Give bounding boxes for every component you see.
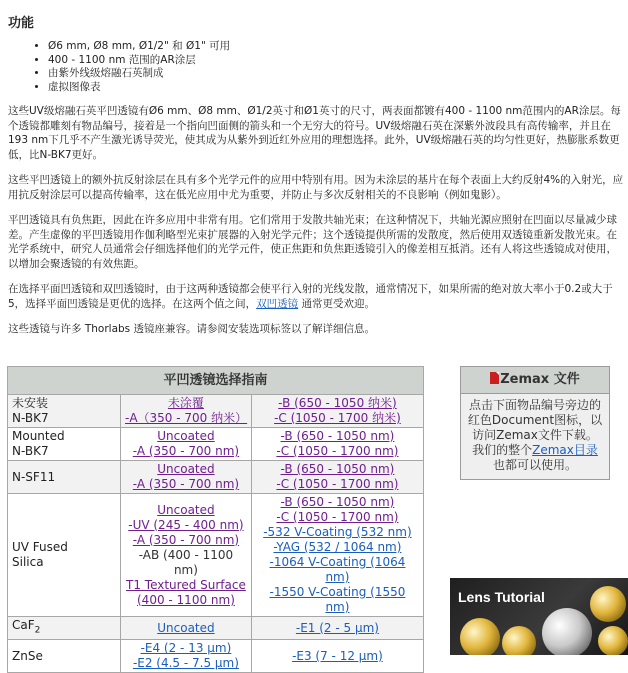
guide-col1 [121, 617, 252, 640]
guide-row [8, 395, 424, 428]
lens-image [460, 618, 500, 655]
guide-link[interactable]: -B (650 - 1050 nm) [280, 429, 395, 443]
guide-link[interactable]: -C (1050 - 1700 nm) [276, 477, 399, 491]
guide-col2 [251, 494, 423, 617]
guide-material: N-SF11 [8, 461, 121, 494]
guide-link[interactable]: -A（350 - 700 纳米） [125, 411, 248, 425]
guide-link[interactable]: -1550 V-Coating (1550 nm) [269, 585, 406, 614]
lens-image [542, 608, 592, 655]
guide-link[interactable]: -C (1050 - 1700 nm) [276, 510, 399, 524]
guide-link[interactable]: -E3 (7 - 12 μm) [292, 648, 383, 663]
guide-link[interactable]: -E1 (2 - 5 μm) [295, 620, 379, 635]
guide-link[interactable]: -E2 (4.5 - 7.5 μm) [132, 656, 239, 671]
guide-col1 [121, 640, 252, 673]
guide-material: ZnSe [8, 640, 121, 673]
guide-link[interactable]: Uncoated [157, 502, 215, 517]
lens-tutorial-banner[interactable] [450, 578, 628, 655]
paragraph-coating: 这些平凹透镜上的额外抗反射涂层在具有多个光学元件的应用中特别有用。因为未涂层的基片在每个表面上大约反射4%的入射光，应用抗反射涂层可以提高传输率，这在低光应用中尤为重要，并防止与多次反射相关的不良影响（例如鬼影）。 [8, 174, 624, 201]
zemax-catalog-link[interactable]: Zemax目录 [532, 443, 598, 457]
paragraph-mounts: 这些透镜与许多 Thorlabs 透镜座兼容。请参阅安装选项标签以了解详细信息。 [8, 323, 375, 335]
features-title: 功能 [8, 16, 35, 31]
paragraph-selection: 在选择平面凹透镜和双凹透镜时，由于这两种透镜都会使平行入射的光线发散，通常情况下，如果所需的绝对放大率小于0.2或大于5，选择平面凹透镜是更优的选择。在这两个值之间，双凹透镜 通常更受欢迎。 [8, 283, 613, 310]
guide-col1 [121, 395, 252, 428]
guide-link[interactable]: -C (1050 - 1700 纳米) [274, 411, 401, 425]
document-icon [490, 372, 499, 384]
guide-link[interactable]: -532 V-Coating (532 nm) [263, 525, 412, 539]
guide-col2 [251, 428, 423, 461]
feature-item: • Ø6 mm, Ø8 mm, Ø1/2" 和 Ø1" 可用 [48, 40, 624, 54]
lens-image [590, 586, 626, 622]
lens-tutorial-label: Lens Tutorial [458, 589, 545, 605]
page [8, 0, 624, 348]
guide-link[interactable]: -B (650 - 1050 nm) [280, 462, 395, 476]
guide-row [8, 461, 424, 494]
paragraph-negative-focal: 平凹透镜具有负焦距，因此在许多应用中非常有用。它们常用于发散共轴光束；在这种情况下，共轴光源应照射在凹面以尽量减少球差。产生虚像的平凹透镜用作伽利略型光束扩展器的入射光学元件；这个透镜提供所需的发散度，然后使用双透镜重新发散光束。在光学系统中，研究人员通常会仔细选择他们的光学元件，使正焦距和负焦距透镜引入的像差相互抵消。还有人将这些透镜成对使用，以增加会聚透镜的有效焦距。 [8, 214, 617, 270]
guide-link[interactable]: -1064 V-Coating (1064 nm) [269, 555, 406, 584]
guide-row [8, 640, 424, 673]
guide-material: 未安装 N-BK7 [8, 395, 121, 428]
guide-link[interactable]: -E4 (2 - 13 μm) [140, 641, 232, 656]
zemax-body: 点击下面物品编号旁边的红色Document图标，以访问Zemax文件下载。我们的整个Zemax目录也都可以使用。 [467, 398, 603, 472]
guide-link: -AB (400 - 1100 nm) [138, 547, 234, 577]
lens-image [502, 626, 536, 655]
guide-link[interactable]: -C (1050 - 1700 nm) [276, 444, 399, 458]
zemax-panel [460, 366, 610, 480]
guide-link[interactable]: -UV (245 - 400 nm) [128, 517, 244, 532]
guide-link[interactable]: 未涂覆 [167, 396, 204, 410]
guide-link[interactable]: -YAG (532 / 1064 nm) [273, 540, 402, 554]
guide-link[interactable]: -A (350 - 700 nm) [132, 477, 240, 491]
selection-guide-title: 平凹透镜选择指南 [8, 367, 424, 395]
zemax-header: Zemax 文件 [461, 367, 609, 394]
guide-link[interactable]: -B (650 - 1050 纳米) [278, 396, 397, 410]
guide-col2 [251, 461, 423, 494]
guide-col1 [121, 461, 252, 494]
paragraph-intro: 这些UV级熔融石英平凹透镜有Ø6 mm、Ø8 mm、Ø1/2英寸和Ø1英寸的尺寸，两表面都镀有400 - 1100 nm范围内的AR涂层。每个透镜都雕刻有物品编号，接着是一个指向凹面侧的箭头和一个无穷大的符号。UV级熔融石英在深紫外波段具有高传输率，并且在193 nm下几乎不产生激光诱导荧光，使其成为从紫外到近红外应用的理想选择。此外，UV级熔融石英的均匀性更好，热膨胀系数更低，比N-BK7更好。 [8, 105, 621, 161]
guide-col2 [251, 617, 423, 640]
selection-guide-table [7, 366, 424, 673]
guide-link[interactable]: -A (350 - 700 nm) [132, 532, 240, 547]
guide-col2 [251, 395, 423, 428]
guide-link[interactable]: (400 - 1100 nm) [137, 592, 235, 607]
guide-material: UV Fused Silica [8, 494, 121, 617]
guide-row [8, 494, 424, 617]
feature-item: • 400 - 1100 nm 范围的AR涂层 [48, 54, 624, 68]
features-list [8, 40, 624, 94]
guide-material: CaF$_2$ [8, 617, 121, 640]
guide-link[interactable]: Uncoated [157, 620, 215, 635]
feature-item: • 虚拟图像表 [48, 81, 624, 95]
guide-row [8, 428, 424, 461]
guide-link[interactable]: -B (650 - 1050 nm) [280, 495, 395, 509]
guide-link[interactable]: Uncoated [157, 462, 215, 476]
guide-material: Mounted N-BK7 [8, 428, 121, 461]
lens-image [598, 626, 628, 655]
guide-row [8, 617, 424, 640]
guide-col2 [251, 640, 423, 673]
feature-item: • 由紫外线级熔融石英制成 [48, 67, 624, 81]
guide-col1 [121, 428, 252, 461]
guide-link[interactable]: Uncoated [157, 429, 215, 443]
guide-link[interactable]: T1 Textured Surface [126, 577, 246, 592]
guide-col1 [121, 494, 252, 617]
bi-concave-link[interactable]: 双凹透镜 [256, 297, 299, 310]
guide-link[interactable]: -A (350 - 700 nm) [132, 444, 240, 458]
